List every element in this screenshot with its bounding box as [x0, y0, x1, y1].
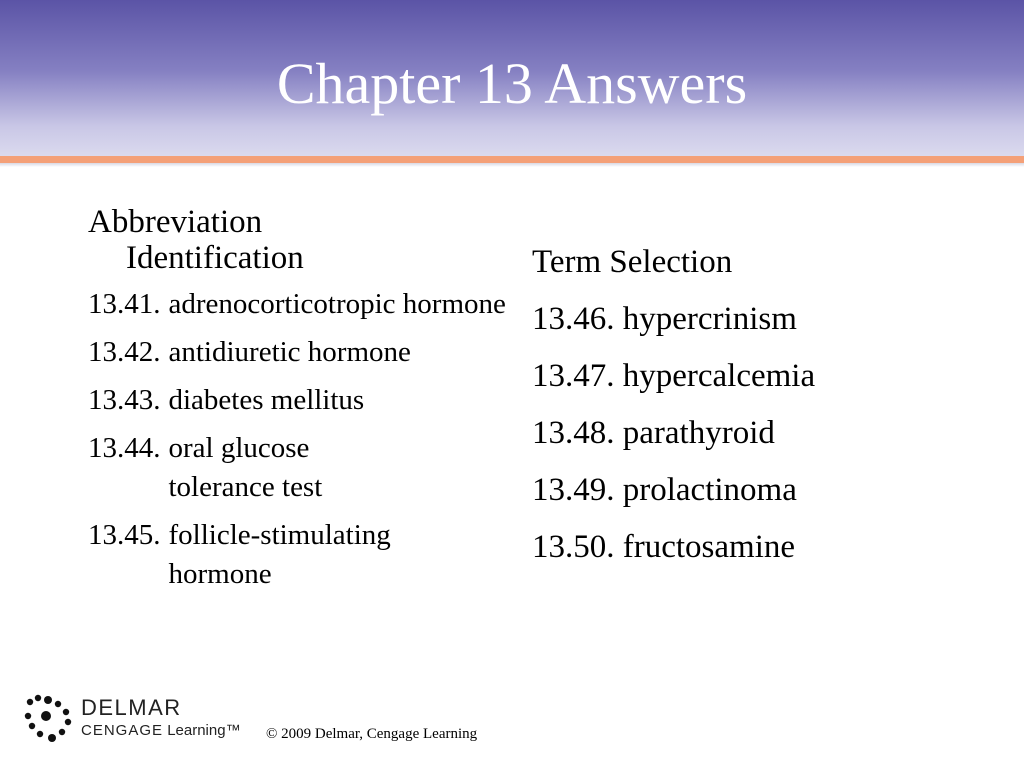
term-item: 13.48. parathyroid: [532, 415, 775, 451]
term-item: 13.49. prolactinoma: [532, 472, 797, 508]
header-accent-shadow: [0, 163, 1024, 167]
brand-sub-caps: CENGAGE: [81, 722, 164, 739]
trademark-symbol: ™: [225, 722, 241, 739]
abbreviation-identification-heading: [88, 204, 518, 276]
heading-line-2: Identification: [126, 240, 304, 276]
answer-number: 13.43.: [88, 384, 161, 416]
answer-item: [88, 429, 518, 507]
term-selection-column: [532, 240, 1002, 582]
header-accent-line: [0, 156, 1024, 163]
answer-number: 13.45.: [88, 519, 161, 551]
brand-subtitle: [81, 722, 241, 740]
answer-item: [88, 516, 518, 594]
answer-number: 13.41.: [88, 288, 161, 320]
answer-text: diabetes mellitus: [168, 384, 365, 416]
brand-sub-word: Learning: [167, 722, 226, 739]
term-item: 13.46. hypercrinism: [532, 301, 797, 337]
answer-number: 13.42.: [88, 336, 161, 368]
answer-item: [88, 333, 518, 372]
answer-text: follicle-stimulating hormone: [168, 519, 391, 590]
delmar-dots-logo-icon: [24, 694, 72, 742]
slide-title: Chapter 13 Answers: [276, 51, 748, 116]
heading-line-1: Abbreviation: [88, 204, 263, 240]
term-item: 13.47. hypercalcemia: [532, 358, 816, 394]
answer-number: 13.44.: [88, 432, 161, 464]
brand-name: DELMAR: [81, 695, 182, 720]
term-item: 13.50. fructosamine: [532, 529, 796, 565]
term-selection-heading: Term Selection: [532, 244, 733, 280]
answer-item: [88, 285, 518, 324]
answer-text: oral glucose tolerance test: [168, 432, 323, 503]
answer-text: antidiuretic hormone: [168, 336, 411, 368]
abbreviation-identification-column: [88, 204, 518, 603]
answer-text: adrenocorticotropic hormone: [168, 288, 506, 320]
copyright-notice: © 2009 Delmar, Cengage Learning: [266, 726, 478, 742]
answer-item: [88, 381, 518, 420]
slide-header: [0, 0, 1024, 158]
